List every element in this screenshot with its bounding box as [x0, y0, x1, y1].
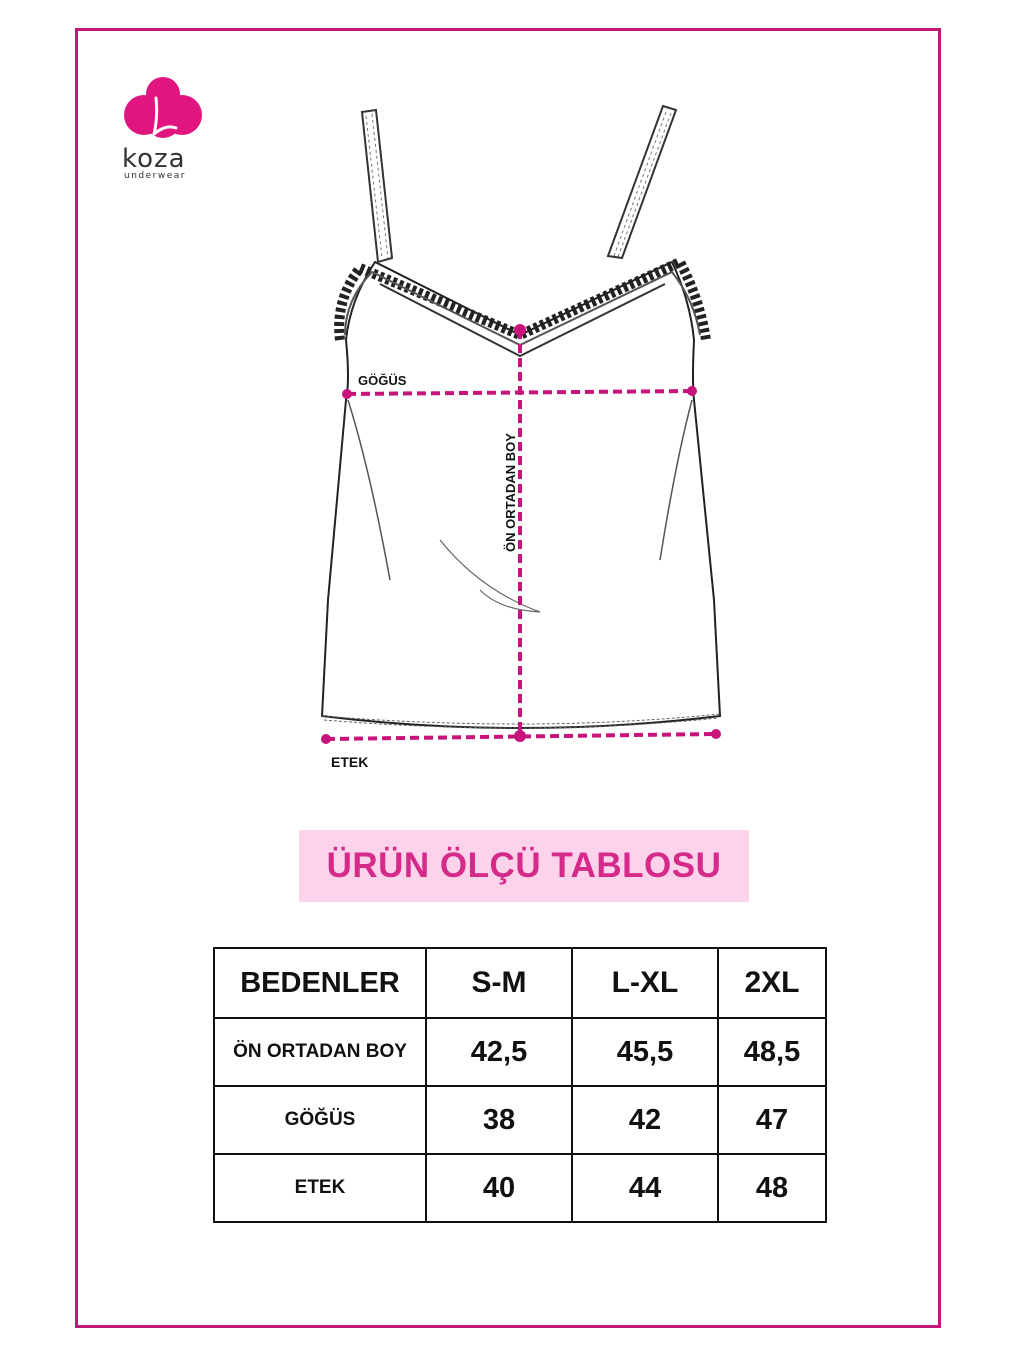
- table-row: [214, 1018, 826, 1086]
- header-cell-s-m: S-M: [426, 948, 572, 1018]
- brand-tagline: underwear: [124, 171, 186, 181]
- size-chart-title-box: [299, 830, 749, 902]
- chest-label: GÖĞÜS: [358, 373, 407, 388]
- table-cell: 44: [572, 1154, 718, 1222]
- table-row: [214, 1086, 826, 1154]
- table-cell: 48: [718, 1154, 826, 1222]
- size-chart-title: ÜRÜN ÖLÇÜ TABLOSU: [326, 846, 722, 885]
- table-row: [214, 1154, 826, 1222]
- row-label: GÖĞÜS: [214, 1086, 426, 1154]
- camisole-diagram: [300, 95, 740, 755]
- hem-label: ETEK: [331, 754, 369, 770]
- row-label: ETEK: [214, 1154, 426, 1222]
- table-cell: 47: [718, 1086, 826, 1154]
- length-label: ÖN ORTADAN BOY: [503, 433, 518, 552]
- header-cell-sizes: BEDENLER: [214, 948, 426, 1018]
- row-label: ÖN ORTADAN BOY: [214, 1018, 426, 1086]
- size-table: [213, 947, 827, 1223]
- brand-name: koza: [122, 144, 186, 174]
- table-cell: 48,5: [718, 1018, 826, 1086]
- table-cell: 45,5: [572, 1018, 718, 1086]
- table-header-row: [214, 948, 826, 1018]
- header-cell-2xl: 2XL: [718, 948, 826, 1018]
- table-cell: 40: [426, 1154, 572, 1222]
- header-cell-l-xl: L-XL: [572, 948, 718, 1018]
- table-cell: 38: [426, 1086, 572, 1154]
- table-cell: 42: [572, 1086, 718, 1154]
- table-cell: 42,5: [426, 1018, 572, 1086]
